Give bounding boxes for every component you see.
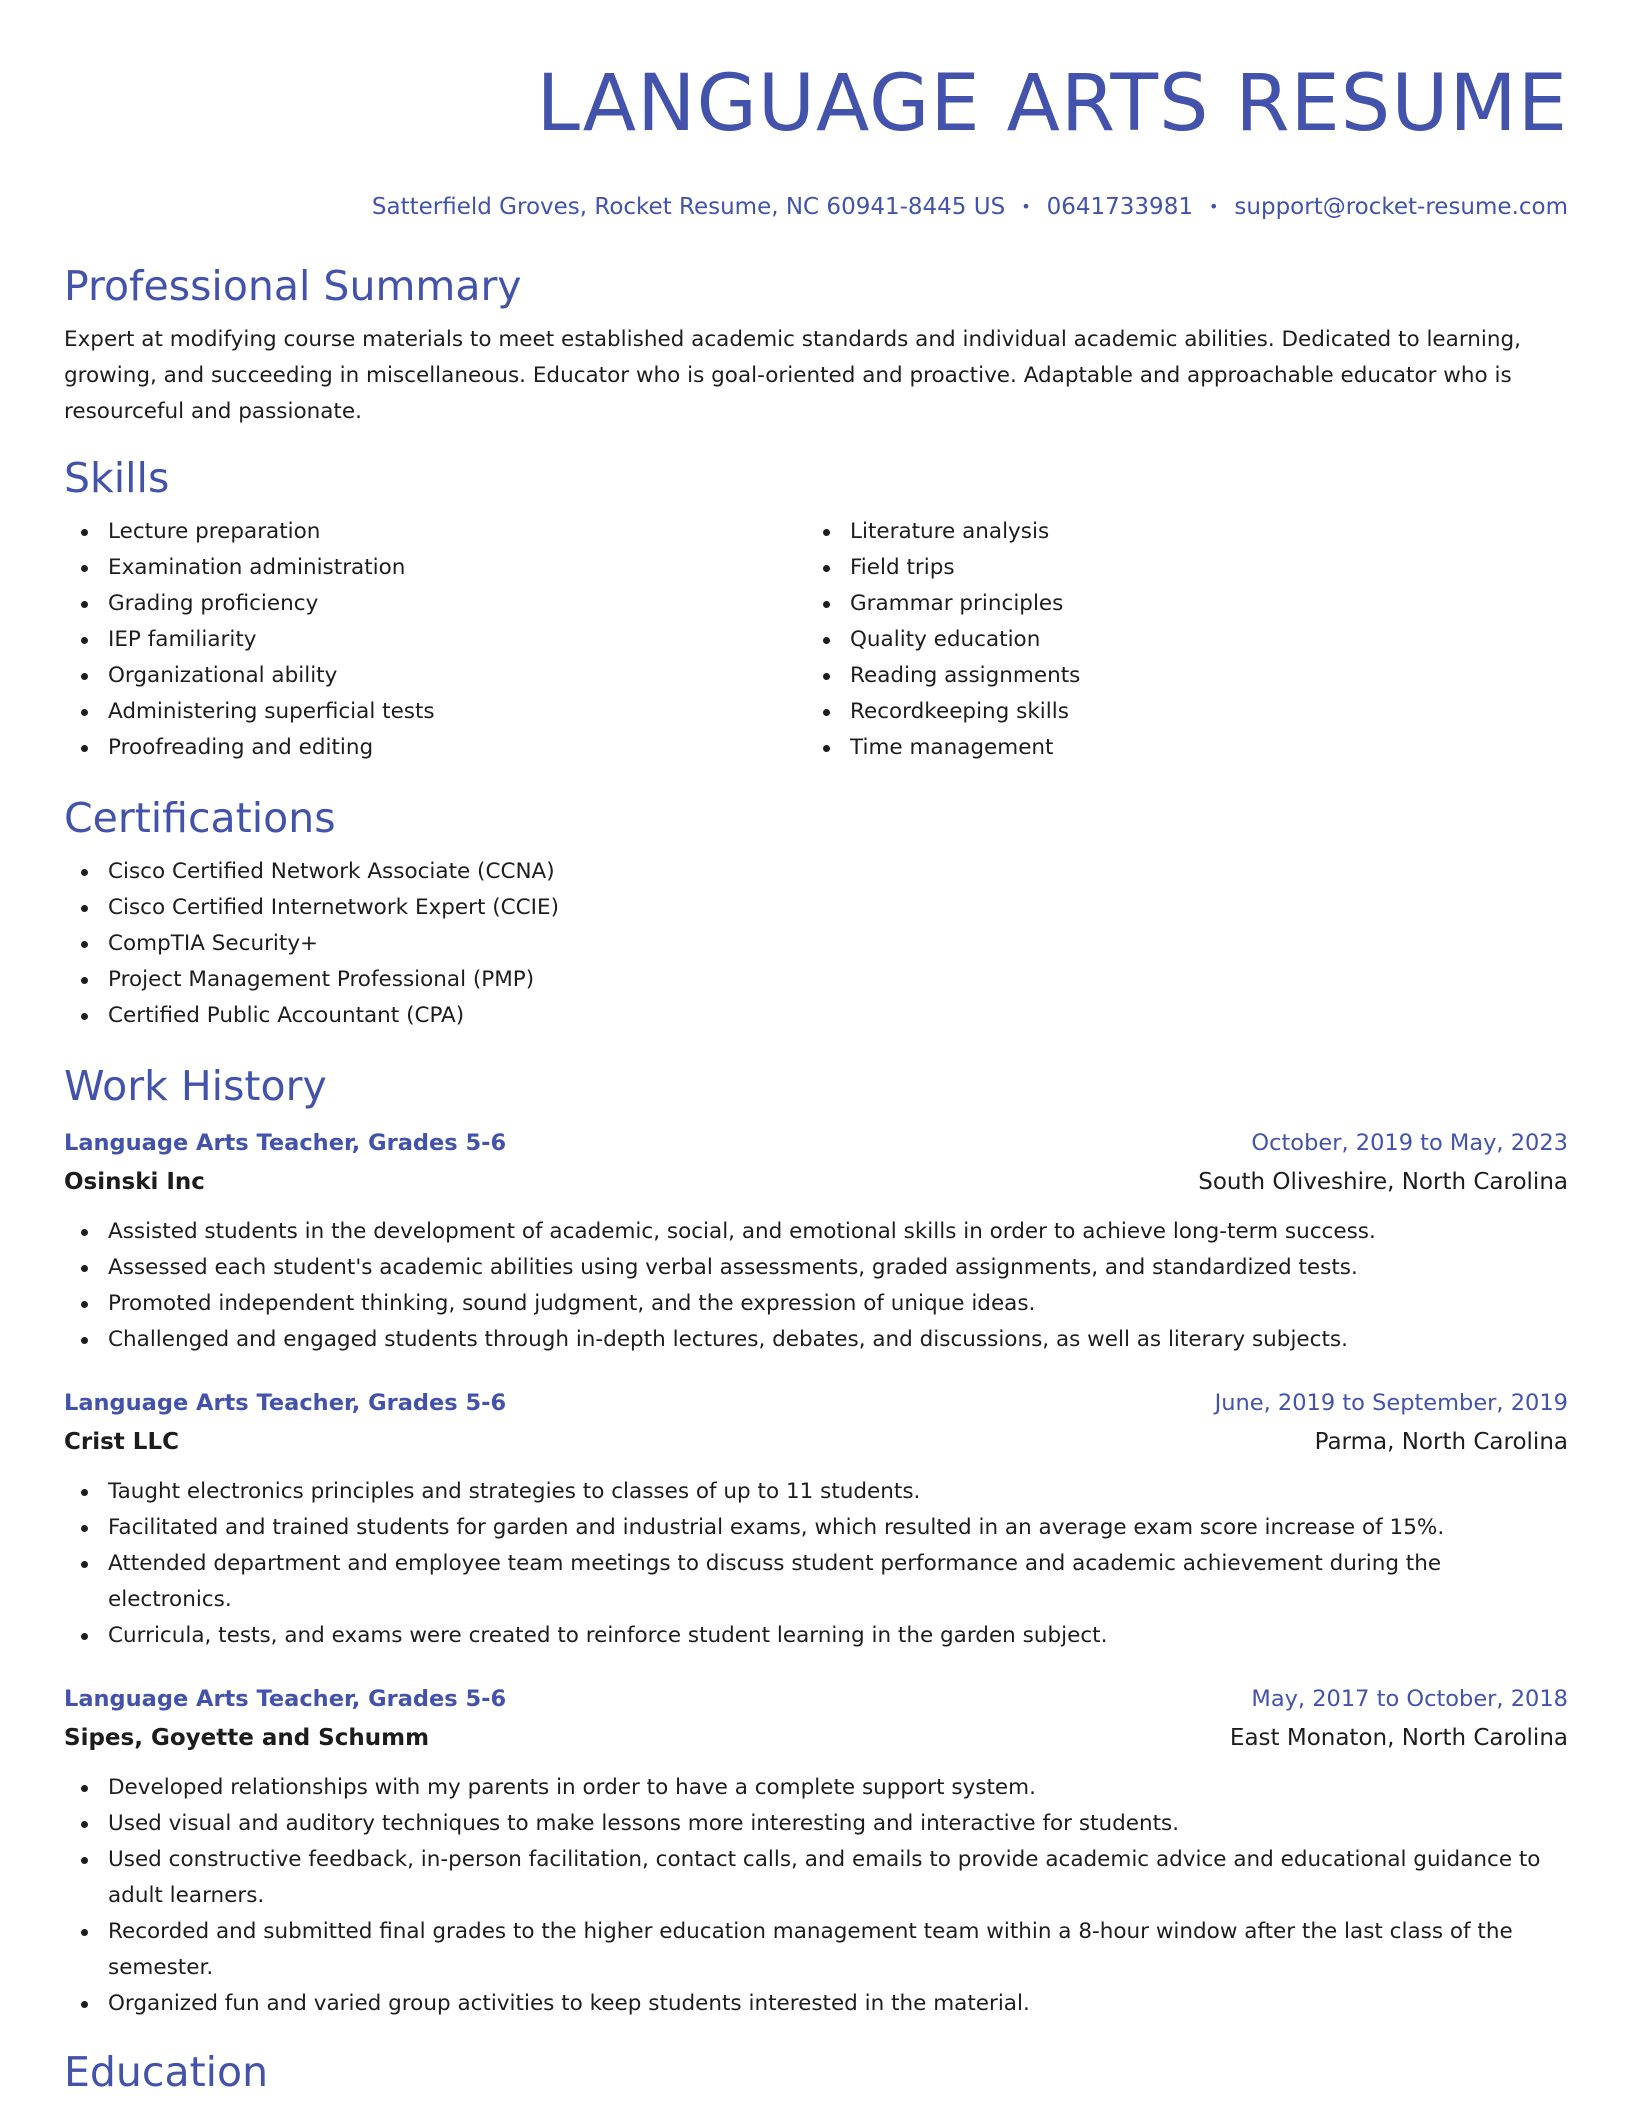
- job-company: Crist LLC: [64, 1429, 179, 1455]
- job-company: Osinski Inc: [64, 1169, 205, 1195]
- summary-heading: Professional Summary: [64, 262, 522, 310]
- job-location: Parma, North Carolina: [1314, 1429, 1568, 1455]
- job-subheader: [64, 1162, 1568, 1202]
- skill-item: Reading assignments: [806, 658, 1548, 694]
- summary-text: Expert at modifying course materials to meet established academic standards and individual academic abilities. Dedicated to learning, growing, and succeeding in miscellaneous. Educator who is goal-oriented and proactive. Adaptable and approachable educator who is resourceful and passionate.: [64, 327, 1522, 424]
- job-bullet: Facilitated and trained students for garden and industrial exams, which resulted in an average exam score increase of 15%.: [64, 1510, 1568, 1546]
- certification-item: CompTIA Security+: [64, 926, 1568, 962]
- skill-item: Examination administration: [64, 550, 806, 586]
- job-bullet: Organized fun and varied group activities to keep students interested in the material.: [64, 1986, 1568, 2022]
- job-subheader: [64, 1422, 1568, 1462]
- job-bullet: Curricula, tests, and exams were created to reinforce student learning in the garden subject.: [64, 1618, 1568, 1654]
- skill-item: IEP familiarity: [64, 622, 806, 658]
- skill-item: Grading proficiency: [64, 586, 806, 622]
- resume-title: LANGUAGE ARTS RESUME: [536, 59, 1568, 149]
- skill-item: Quality education: [806, 622, 1548, 658]
- job-bullet: Assessed each student's academic abilities using verbal assessments, graded assignments, and standardized tests.: [64, 1250, 1568, 1286]
- job-dates: May, 2017 to October, 2018: [1251, 1686, 1568, 1712]
- contact-email[interactable]: support@rocket-resume.com: [1234, 194, 1568, 220]
- skill-item: Organizational ability: [64, 658, 806, 694]
- job-bullets: [64, 1770, 1568, 2022]
- job-bullet: Taught electronics principles and strategies to classes of up to 11 students.: [64, 1474, 1568, 1510]
- job-header: [64, 1384, 1568, 1422]
- job-bullets: [64, 1214, 1568, 1358]
- certifications-heading: Certifications: [64, 794, 336, 842]
- job-dates: June, 2019 to September, 2019: [1214, 1390, 1568, 1416]
- contact-separator: •: [1208, 197, 1219, 216]
- certification-item: Cisco Certified Network Associate (CCNA): [64, 854, 1568, 890]
- contact-address: Satterfield Groves, Rocket Resume, NC 60941-8445 US: [371, 194, 1006, 220]
- job-bullet: Attended department and employee team meetings to discuss student performance and academic achievement during the electronics.: [64, 1546, 1568, 1618]
- job-bullet: Used constructive feedback, in-person facilitation, contact calls, and emails to provide academic advice and educational guidance to adult learners.: [64, 1842, 1568, 1914]
- contact-phone: 0641733981: [1046, 194, 1193, 220]
- skill-item: Grammar principles: [806, 586, 1548, 622]
- skills-heading: Skills: [64, 454, 170, 502]
- job-title: Language Arts Teacher, Grades 5-6: [64, 1686, 507, 1712]
- skill-item: Field trips: [806, 550, 1548, 586]
- certification-item: Cisco Certified Internetwork Expert (CCIE): [64, 890, 1568, 926]
- skills-grid: [64, 514, 1568, 766]
- job-company: Sipes, Goyette and Schumm: [64, 1725, 430, 1751]
- work-history-heading: Work History: [64, 1062, 327, 1110]
- job-header: [64, 1680, 1568, 1718]
- skill-item: Administering superficial tests: [64, 694, 806, 730]
- job-bullet: Assisted students in the development of academic, social, and emotional skills in order to achieve long-term success.: [64, 1214, 1568, 1250]
- contact-separator: •: [1021, 197, 1031, 216]
- certifications-list: [64, 854, 1568, 1034]
- job-entry: [64, 1680, 1568, 2022]
- certification-item: Certified Public Accountant (CPA): [64, 998, 1568, 1034]
- contact-line: [64, 192, 1568, 222]
- job-location: East Monaton, North Carolina: [1229, 1725, 1568, 1751]
- certification-item: Project Management Professional (PMP): [64, 962, 1568, 998]
- job-header: [64, 1124, 1568, 1162]
- skills-column-left: [64, 514, 806, 766]
- skill-item: Proofreading and editing: [64, 730, 806, 766]
- job-dates: October, 2019 to May, 2023: [1251, 1130, 1568, 1156]
- skill-item: Lecture preparation: [64, 514, 806, 550]
- job-bullet: Developed relationships with my parents in order to have a complete support system.: [64, 1770, 1568, 1806]
- job-entry: [64, 1124, 1568, 1358]
- job-bullet: Promoted independent thinking, sound judgment, and the expression of unique ideas.: [64, 1286, 1568, 1322]
- job-title: Language Arts Teacher, Grades 5-6: [64, 1390, 507, 1416]
- job-location: South Oliveshire, North Carolina: [1198, 1169, 1568, 1195]
- education-heading: Education: [64, 2048, 269, 2096]
- job-bullet: Recorded and submitted final grades to the higher education management team within a 8-hour window after the last class of the semester.: [64, 1914, 1568, 1986]
- job-bullet: Challenged and engaged students through in-depth lectures, debates, and discussions, as well as literary subjects.: [64, 1322, 1568, 1358]
- skill-item: Time management: [806, 730, 1548, 766]
- job-subheader: [64, 1718, 1568, 1758]
- skill-item: Recordkeeping skills: [806, 694, 1548, 730]
- job-entry: [64, 1384, 1568, 1654]
- skills-column-right: [806, 514, 1548, 766]
- skill-item: Literature analysis: [806, 514, 1548, 550]
- job-bullets: [64, 1474, 1568, 1654]
- job-title: Language Arts Teacher, Grades 5-6: [64, 1130, 507, 1156]
- job-bullet: Used visual and auditory techniques to make lessons more interesting and interactive for students.: [64, 1806, 1568, 1842]
- resume-page: [64, 0, 1568, 2098]
